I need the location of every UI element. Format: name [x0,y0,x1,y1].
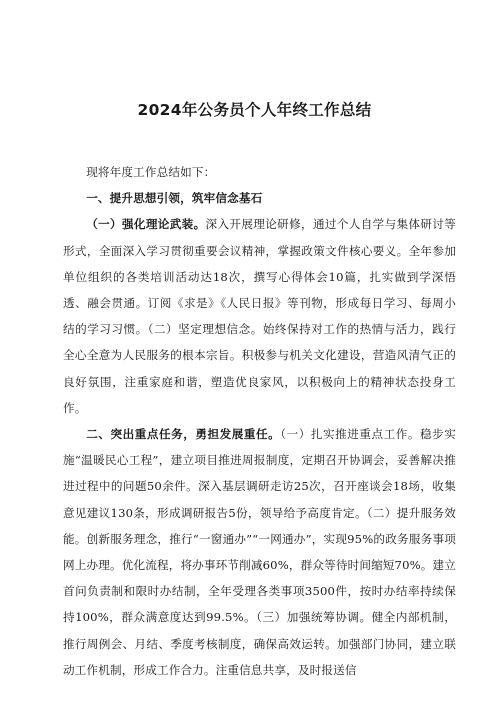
section-1-heading: 一、提升思想引领，筑牢信念基石 [86,191,263,206]
intro-paragraph: 现将年度工作总结如下： [86,165,216,179]
section-1-body [63,211,456,421]
section-1-sub1-title: （一）强化理论武装。 [86,217,206,232]
section-1-sub1-text: 深入开展理论研修，通过个人自学与集体研讨等形式，全面深入学习贯彻重要会议精神，掌握政策文件核心要义。全年参加单位组织的各类培训活动达18次，撰写心得体会10篇，扎实做到学深悟透、融会贯通。订阅《求是》《人民日报》等刊物，形成每日学习、每周小结的学习习惯。（二）坚定理想信念。始终保持对工作的热情与活力，践行全心全意为人民服务的根本宗旨。积极参与机关文化建设，营造风清气正的良好氛围，注重家庭和谐，塑造优良家风，以积极向上的精神状态投身工作。 [63,217,456,415]
section-2-body [63,421,456,683]
document-title: 2024年公务员个人年终工作总结 [137,101,372,119]
section-2-heading: 二、突出重点任务，勇担发展重任。 [86,427,281,442]
section-2-text: （一）扎实推进重点工作。稳步实施“温暖民心工程”，建立项目推进周报制度，定期召开协调会，妥善解决推进过程中的问题50余件。深入基层调研走访25次，召开座谈会18场，收集意见建议130条，形成调研报告5份，领导给予高度肯定。（二）提升服务效能。创新服务理念，推行“一窗通办”“一网通办”，实现95%的政务服务事项网上办理。优化流程，将办事环节削减60%，群众等待时间缩短70%。建立首问负责制和限时办结制，全年受理各类事项3500件，按时办结率持续保持100%，群众满意度达到99.5%。（三）加强统筹协调。健全内部机制，推行周例会、月结、季度考核制度，确保高效运转。加强部门协同，建立联动工作机制，形成工作合力。注重信息共享，及时报送信 [63,427,457,677]
